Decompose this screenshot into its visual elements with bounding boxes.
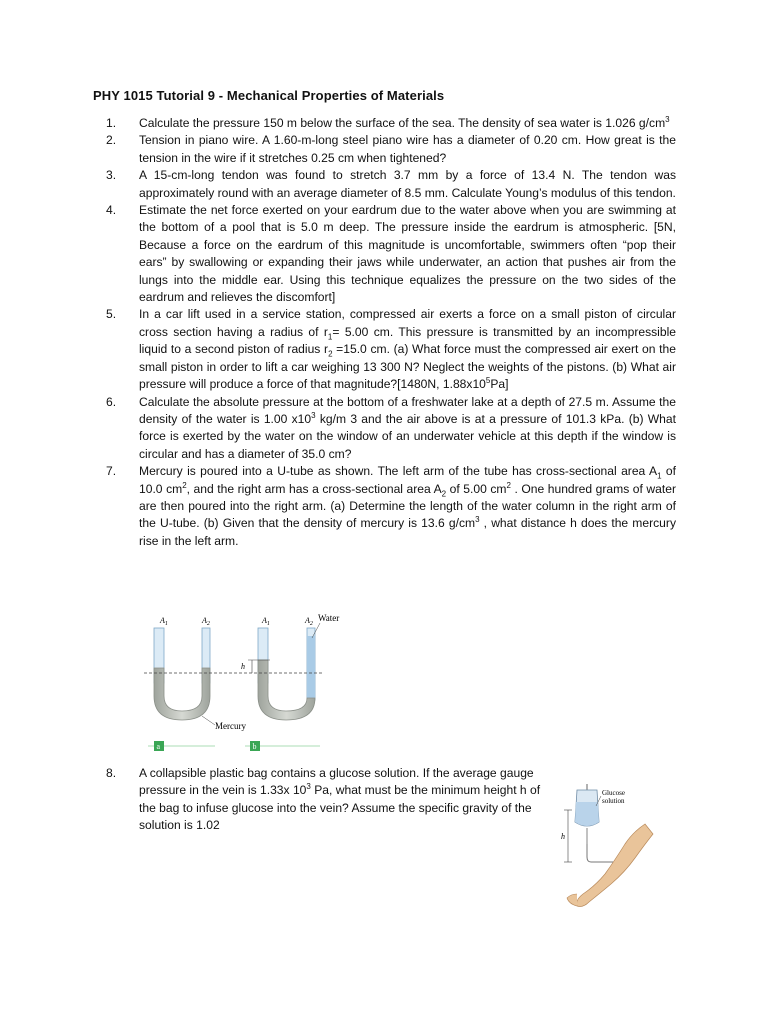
question-text: Calculate the pressure 150 m below the surface of the sea. The density of sea water is 1.026 $g/cm^3$ bbox=[139, 114, 670, 130]
label-mercury: Mercury bbox=[215, 721, 246, 731]
question-text: A collapsible plastic bag contains a glucose solution. If the average gauge pressure in the vein is 1.33x $10^3$ Pa, what must be the minimum height h of the bag to infuse glucose into the vein? Assume the specific gravity of the solution is 1.02 bbox=[139, 766, 541, 833]
glucose-bag-figure bbox=[555, 782, 655, 917]
label-a2-right: $A_2$ bbox=[305, 616, 313, 627]
question-4 bbox=[106, 202, 676, 306]
label-solution: solution bbox=[602, 797, 625, 805]
arm-illustration bbox=[577, 824, 653, 907]
question-text: Mercury is poured into a U-tube as shown. The left arm of the tube has cross-sectional area $A_1$ of 10.0 $cm^2$, and the right arm has a cross-sectional area $A_2$ of 5.00 $cm^2$ . One hundred grams of water are then poured into the right arm. (a) Determine the length of the water column in the right arm of the U-tube. (b) Given that the density of mercury is 13.6 $g/cm^3$ , what distance h does the mercury rise in the left arm. bbox=[139, 464, 676, 548]
label-h: h bbox=[561, 832, 565, 841]
question-6 bbox=[106, 394, 676, 464]
label-water: Water bbox=[318, 613, 340, 623]
label-a1-right: $A_1$ bbox=[262, 616, 270, 627]
question-list bbox=[106, 115, 676, 550]
u-tube-b bbox=[258, 628, 315, 720]
question-text: Calculate the absolute pressure at the bottom of a freshwater lake at a depth of 27.5 m. Assume the density of the water is 1.00 $x10^3$ kg/m 3 and the air above is at a pressure of 101.3 kPa. (b) What force is exerted by the water on the window of an underwater vehicle at this depth if the window is circular and has a diameter of 35.0 cm? bbox=[139, 394, 676, 461]
question-text: Estimate the net force exerted on your eardrum due to the water above when you are swimming at the bottom of a pool that is 5.0 m deep. The pressure inside the eardrum is atmospheric. [5N, Because a force on the eardrum of this magnitude is uncomfortable, swimmers often “pop their ears” by swallowing or expanding their jaws while underwater, an action that pushes air from the lungs into the middle ear. Using this technique equalizes the pressure on the two sides of the eardrum and relieves the discomfort] bbox=[139, 203, 676, 305]
label-a1-left: $A_1$ bbox=[160, 616, 168, 627]
question-number: 8. bbox=[106, 766, 117, 780]
label-glucose: Glucose bbox=[602, 789, 625, 797]
question-number: 4. bbox=[106, 203, 117, 218]
label-a2-left: $A_2$ bbox=[202, 616, 210, 627]
question-7 bbox=[106, 463, 676, 550]
question-2 bbox=[106, 132, 676, 167]
question-number: 7. bbox=[106, 464, 117, 479]
u-tube-figure bbox=[140, 608, 355, 756]
question-number: 6. bbox=[106, 394, 117, 409]
question-number: 3. bbox=[106, 168, 117, 183]
question-3 bbox=[106, 167, 676, 202]
question-text: Tension in piano wire. A 1.60-m-long steel piano wire has a diameter of 0.20 cm. How great is the tension in the wire if it stretches 0.25 cm when tightened? bbox=[139, 133, 676, 165]
question-number: 5. bbox=[106, 307, 117, 322]
question-text: In a car lift used in a service station, compressed air exerts a force on a small piston of circular cross section having a radius of $r_1= 5.00$ cm. This pressure is transmitted by an incompressible liquid to a second piston of radius $r_2 =15.0$ cm. (a) What force must the compressed air exert on the small piston in order to lift a car weighing 13 300 N? Neglect the weights of the pistons. (b) What air pressure will produce a force of that magnitude?[1480N, $1.88x10^5Pa$] bbox=[139, 307, 676, 392]
question-1 bbox=[106, 115, 676, 132]
label-h: h bbox=[241, 662, 245, 671]
page-title: PHY 1015 Tutorial 9 - Mechanical Properties of Materials bbox=[93, 88, 445, 103]
u-tube-a bbox=[154, 628, 210, 720]
panel-label-b: b bbox=[252, 742, 257, 751]
question-text: A 15-cm-long tendon was found to stretch 3.7 mm by a force of 13.4 N. The tendon was approximately round with an average diameter of 8.5 mm. Calculate Young’s modulus of this tendon. bbox=[139, 168, 676, 200]
question-number: 1. bbox=[106, 116, 117, 130]
panel-label-a: a bbox=[156, 742, 161, 751]
question-8 bbox=[106, 765, 556, 835]
question-number: 2. bbox=[106, 133, 117, 148]
question-5 bbox=[106, 306, 676, 393]
